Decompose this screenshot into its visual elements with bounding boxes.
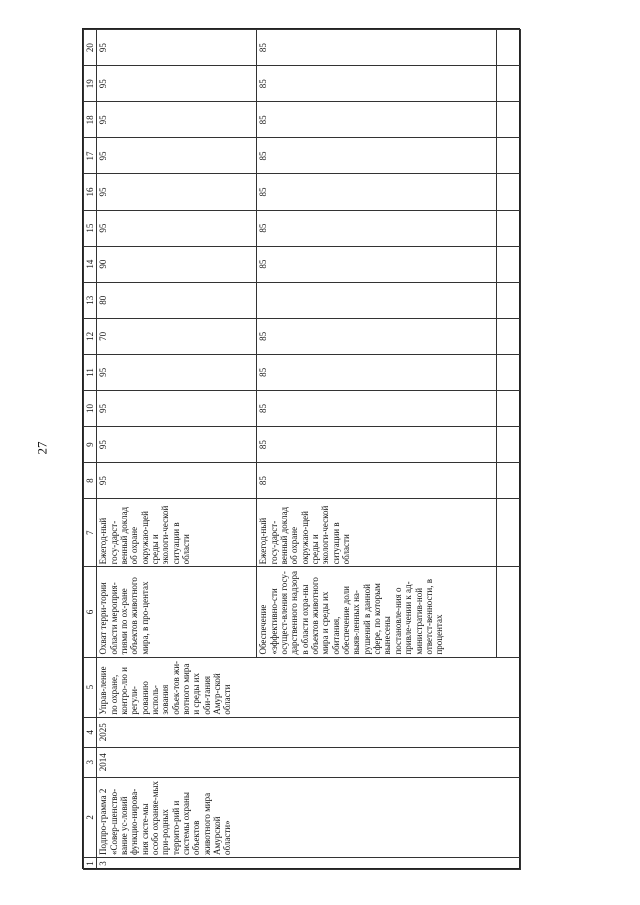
col-header-2: 2: [84, 777, 97, 857]
col-header-7: 7: [84, 499, 97, 567]
value-a-11: 95: [97, 354, 257, 390]
col-header-11: 11: [84, 354, 97, 390]
col-header-9: 9: [84, 427, 97, 463]
empty-cell: [497, 318, 521, 354]
empty-cell: [497, 354, 521, 390]
value-b-20: 85: [257, 30, 497, 66]
empty-cell: [497, 427, 521, 463]
empty-cell: [497, 282, 521, 318]
value-b-10: 85: [257, 390, 497, 426]
indicator-table: [83, 29, 521, 870]
empty-cell: [497, 246, 521, 282]
col-header-5: 5: [84, 657, 97, 717]
source-coverage: Ежегод-ный госу-дарст-венный доклад об охране окружаю-щей среды и экологи-ческой ситуации в области: [97, 499, 257, 567]
indicator-supervision: Обеспечение «эффективно-сти осущест-вления госу-дарственного надзора в области охра-ны объектов животного мира и среды их обитания, обеспечение доли выяв-ленных на-рушений в данной сфере, по которым вынесены постановле-ния о привле-чении к ад-министратив-ной ответст-венности, в процентах: [257, 567, 497, 657]
empty-cell: [497, 567, 521, 657]
value-b-19: 85: [257, 66, 497, 102]
indicator-row-coverage: [97, 30, 257, 870]
value-a-20: 95: [97, 30, 257, 66]
source-supervision: Ежегод-ный госу-дарст-венный доклад об охране окружаю-щей среды и экологи-ческой ситуации в области: [257, 499, 497, 567]
col-header-1: 1: [84, 857, 97, 869]
empty-cell: [497, 499, 521, 567]
value-a-8: 95: [97, 463, 257, 499]
start-year: 2014: [97, 747, 521, 777]
empty-cell: [497, 210, 521, 246]
value-a-19: 95: [97, 66, 257, 102]
col-header-10: 10: [84, 390, 97, 426]
value-b-8: 85: [257, 463, 497, 499]
col-header-19: 19: [84, 66, 97, 102]
rotated-table-wrapper: [83, 29, 521, 870]
empty-cell: [497, 102, 521, 138]
value-a-16: 95: [97, 174, 257, 210]
col-header-18: 18: [84, 102, 97, 138]
empty-cell: [497, 174, 521, 210]
empty-cell: [497, 463, 521, 499]
value-b-16: 85: [257, 174, 497, 210]
value-b-14: 85: [257, 246, 497, 282]
indicator-table-frame: [82, 28, 520, 869]
value-b-9: 85: [257, 427, 497, 463]
value-b-12: 85: [257, 318, 497, 354]
indicator-coverage: Охват терри-тории области мероприя-тиями по ох-ране объектов животного мира, в про-центах: [97, 567, 257, 657]
value-a-18: 95: [97, 102, 257, 138]
header-row: [84, 30, 97, 870]
value-b-17: 85: [257, 138, 497, 174]
value-a-10: 95: [97, 390, 257, 426]
col-header-13: 13: [84, 282, 97, 318]
col-header-12: 12: [84, 318, 97, 354]
end-year: 2025: [97, 717, 521, 747]
col-header-6: 6: [84, 567, 97, 657]
value-a-14: 90: [97, 246, 257, 282]
empty-cell: [497, 138, 521, 174]
col-header-3: 3: [84, 747, 97, 777]
value-b-18: 85: [257, 102, 497, 138]
col-header-16: 16: [84, 174, 97, 210]
col-header-4: 4: [84, 717, 97, 747]
value-a-12: 70: [97, 318, 257, 354]
value-a-13: 80: [97, 282, 257, 318]
value-b-15: 85: [257, 210, 497, 246]
value-b-13: [257, 282, 497, 318]
col-header-15: 15: [84, 210, 97, 246]
col-header-17: 17: [84, 138, 97, 174]
subprogram-name: Подпро-грамма 2 «Совер-шенство-вание ус-ловий функцио-нирова-ния систе-мы особо охраняе-мых при-родных террито-рий и системы охраны объектов животного мира Амурской области»: [97, 777, 521, 857]
value-b-11: 85: [257, 354, 497, 390]
page-number: 27: [34, 441, 50, 455]
responsible-executor: Управ-ление по охране, контро-лю и регули-рованию исполь-зования объек-тов жи-вотного мира и среды их оби-тания Амур-ской области: [97, 657, 521, 717]
col-header-20: 20: [84, 30, 97, 66]
row-number: 3: [97, 857, 521, 869]
col-header-14: 14: [84, 246, 97, 282]
empty-cell: [497, 66, 521, 102]
empty-cell: [497, 390, 521, 426]
value-a-9: 95: [97, 427, 257, 463]
value-a-17: 95: [97, 138, 257, 174]
col-header-8: 8: [84, 463, 97, 499]
empty-cell: [497, 30, 521, 66]
value-a-15: 95: [97, 210, 257, 246]
